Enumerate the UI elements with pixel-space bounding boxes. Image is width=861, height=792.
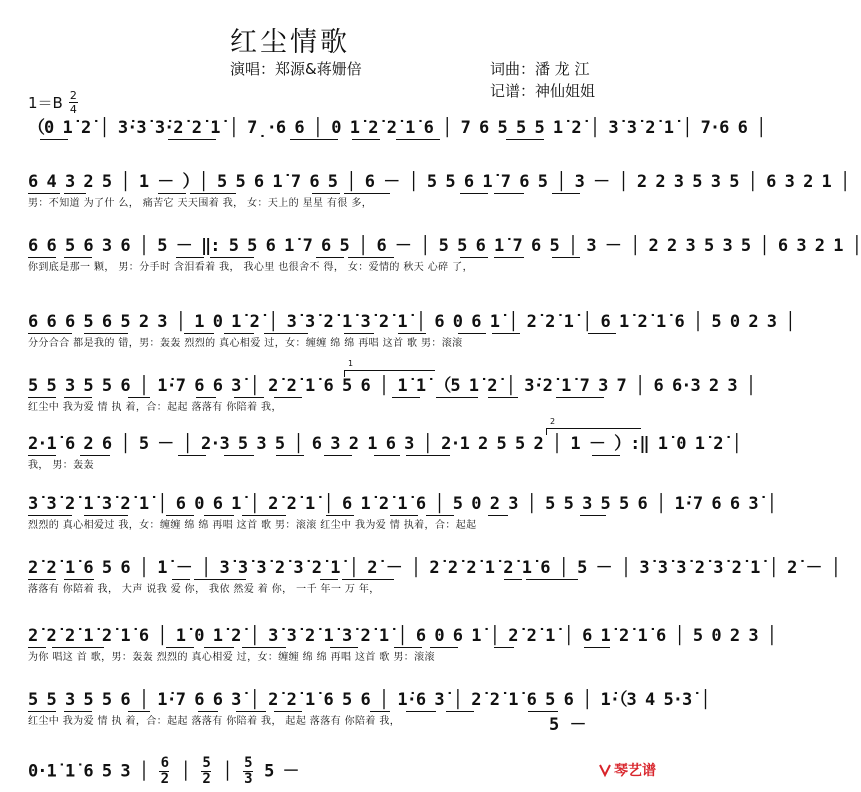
song-title: 红尘情歌 [230,27,350,58]
row-notes: 2·1̇ 6 2 6 │ 5 － │ 2·3 5 3 5 │ 6 3 2 1 6 3 │ 2·1 2 5 5 2 │ 1 － ）:‖ 1̇ 0 1̇ 2̇ │ [28,434,741,454]
time-bottom: 4 [69,103,77,116]
time-signature [69,90,78,115]
row-lyrics: 我， 男：轰轰 [28,460,94,471]
row-lyrics: 落落有 你陪着 我， 大声 说我 爱 你， 我依 然爱 着 你， 一千 年一 万 年， [28,584,380,595]
volta-bracket-2: 2 [546,428,641,435]
beam-lines [28,257,640,258]
row-lyrics: 分分合合 都是我的 错，男：轰轰 烈烈的 真心相爱 过，女：缠缠 绵 绵 再唱 这首 歌 男：滚滚 [28,338,463,349]
coda-frac-1: $\frac{6}{2}$ [160,755,169,787]
row-notes: （0 1̇ 2̇ │ 3̇·3̇ 3̇·2̇ 2̇ 1̇ │ 7̣·6 6 │ 0 1̇ 2̇ 2̇ 1̇ 6 │ 7 6 5 5 5 1̇ 2̇ │ 3̇ 3̇ 2̇ 1̇ │ 7·6 6 │ [28,118,766,138]
coda-frac-3: $\frac{5}{3}$ [244,755,252,787]
beam-lines [28,515,640,516]
row-notes: 6 6 6 5 6 5 2 3 │ 1 0 1̇ 2̇ │ 3̇ 3̇ 2̇ 1̇ 3̇ 2̇ 1̇ │ 6 0 6 1̇ │ 2̇ 2̇ 1̇ │ 6 1̇ 2̇ 1̇ 6 │ 5 0 2 3 │ [28,312,795,332]
logo-text: 琴艺谱 [614,763,656,779]
coda-tail: 5 － [264,761,299,782]
time-top: 2 [69,89,77,102]
beam-lines [28,193,640,194]
volta-bracket-1: 1 [344,370,435,377]
row-lyrics: 男：不知道 为了什 么， 痛苦它 天天围着 我， 女：天上的 星星 有很 多， [28,198,373,209]
row-lyrics: 为你 唱这 首 歌，男：轰轰 烈烈的 真心相爱 过，女：缠缠 绵 绵 再唱 这首 歌 男：滚滚 [28,652,435,663]
coda-start: 0·1̇ 1̇ 6 5 3 │ [28,761,149,782]
row-notes: 2̇ 2̇ 2̇ 1̇ 2̇ 1̇ 6 │ 1̇ 0 1̇ 2̇ │ 3̇ 3̇ 2̇ 1̇ 3̇ 2̇ 1̇ │ 6 0 6 1̇ │ 2̇ 2̇ 1̇ │ 6 1̇ 2̇ 1̇ 6 │ 5 0 2 3 │ [28,626,777,646]
row-notes: 5 5 3 5 5 6 │ 1̇·7 6 6 3̇ │ 2̇ 2̇ 1̇ 6 5 6 │ 1̇ 1̇ （5 1̇ 2̇ │ 3̇·2̇ 1̇ 7 3 7 │ 6 6·3 2 3 │ [28,376,756,396]
logo-mark-icon [598,763,612,777]
row-lyrics: 红尘中 我为爱 情 执 着，合：起起 落落有 你陪着 我， [28,402,282,413]
row-notes: 6 4 3 2 5 │ 1 － ）│ 5 5 6 1̇ 7 6 5 │ 6 － │ 5 5 6 1̇ 7 6 5 │ 3 － │ 2 2 3 5 3 5 │ 6 3 2 1 │ [28,172,850,192]
key-signature [28,90,78,115]
site-logo [598,760,656,780]
transcriber-credit: 记谱：神仙姐姐 [490,82,596,100]
key-label: 1＝B [28,94,63,112]
beam-lines [28,139,640,140]
row-notes: 6 6 5 6 3 6 │ 5 － ‖: 5 5 6 1̇ 7 6 5 │ 6 － │ 5 5 6 1̇ 7 6 5 │ 3 － │ 2 2 3 5 3 5 │ 6 3 2 1 │ [28,236,861,256]
singer-credit: 演唱：郑源&蒋姗倍 [230,60,362,78]
row-notes: 3̇ 3̇ 2̇ 1̇ 3̇ 2̇ 1̇ │ 6 0 6 1̇ │ 2̇ 2̇ 1̇ │ 6 1̇ 2̇ 1̇ 6 │ 5 0 2 3 │ 5 5 3 5 5 6 │ 1̇·7 6 6 3̇ │ [28,494,777,514]
row-lyrics: 烈烈的 真心相爱过 我，女：缠缠 绵 绵 再唱 这首 歌 男：滚滚 红尘中 我为爱 情 执着，合：起起 [28,520,477,531]
coda-notes: 0·1̇ 1̇ 6 5 3 │ $\frac{6}{2}$ │ $\frac{5}{2}$ │ $\frac{5}{3}$ 5 － [28,755,299,787]
row-lyrics: 你到底是那一 颗， 男：分手时 含泪看着 我， 我心里 也很舍不 得， 女：爱情的 秋天 心碎 了， [28,262,473,273]
row-lyrics: 红尘中 我为爱 情 执 着，合：起起 落落有 你陪着 我， 起起 落落有 你陪着 我， [28,716,401,727]
beam-lines [28,579,640,580]
beam-lines [28,647,640,648]
row-notes: 5 5 3 5 5 6 │ 1̇·7 6 6 3̇ │ 2̇ 2̇ 1̇ 6 5 6 │ 1̇·6 3̇ │ 2̇ 2̇ 1̇ 6 5 6 │ 1̇·（3 4 5·3̇ │ [28,690,710,710]
lyricist-credit: 词曲：潘 龙 江 [490,60,590,78]
row-notes: 2̇ 2̇ 1̇ 6 5 6 │ 1̇ － │ 3̇ 3̇ 3̇ 2̇ 3̇ 2̇ 1̇ │ 2̇ － │ 2̇ 2̇ 2̇ 1̇ 2̇ 1̇ 6 │ 5 － │ 3̇ 3̇ 3̇ 2̇ 3̇ 2̇ 1̇ │ 2̇ － │ [28,558,841,578]
beam-lines [28,333,640,334]
beam-lines [28,455,640,456]
coda-frac-2: $\frac{5}{2}$ [202,755,210,787]
extra-bar-tail: 5 － [549,715,587,735]
beam-lines [28,397,640,398]
